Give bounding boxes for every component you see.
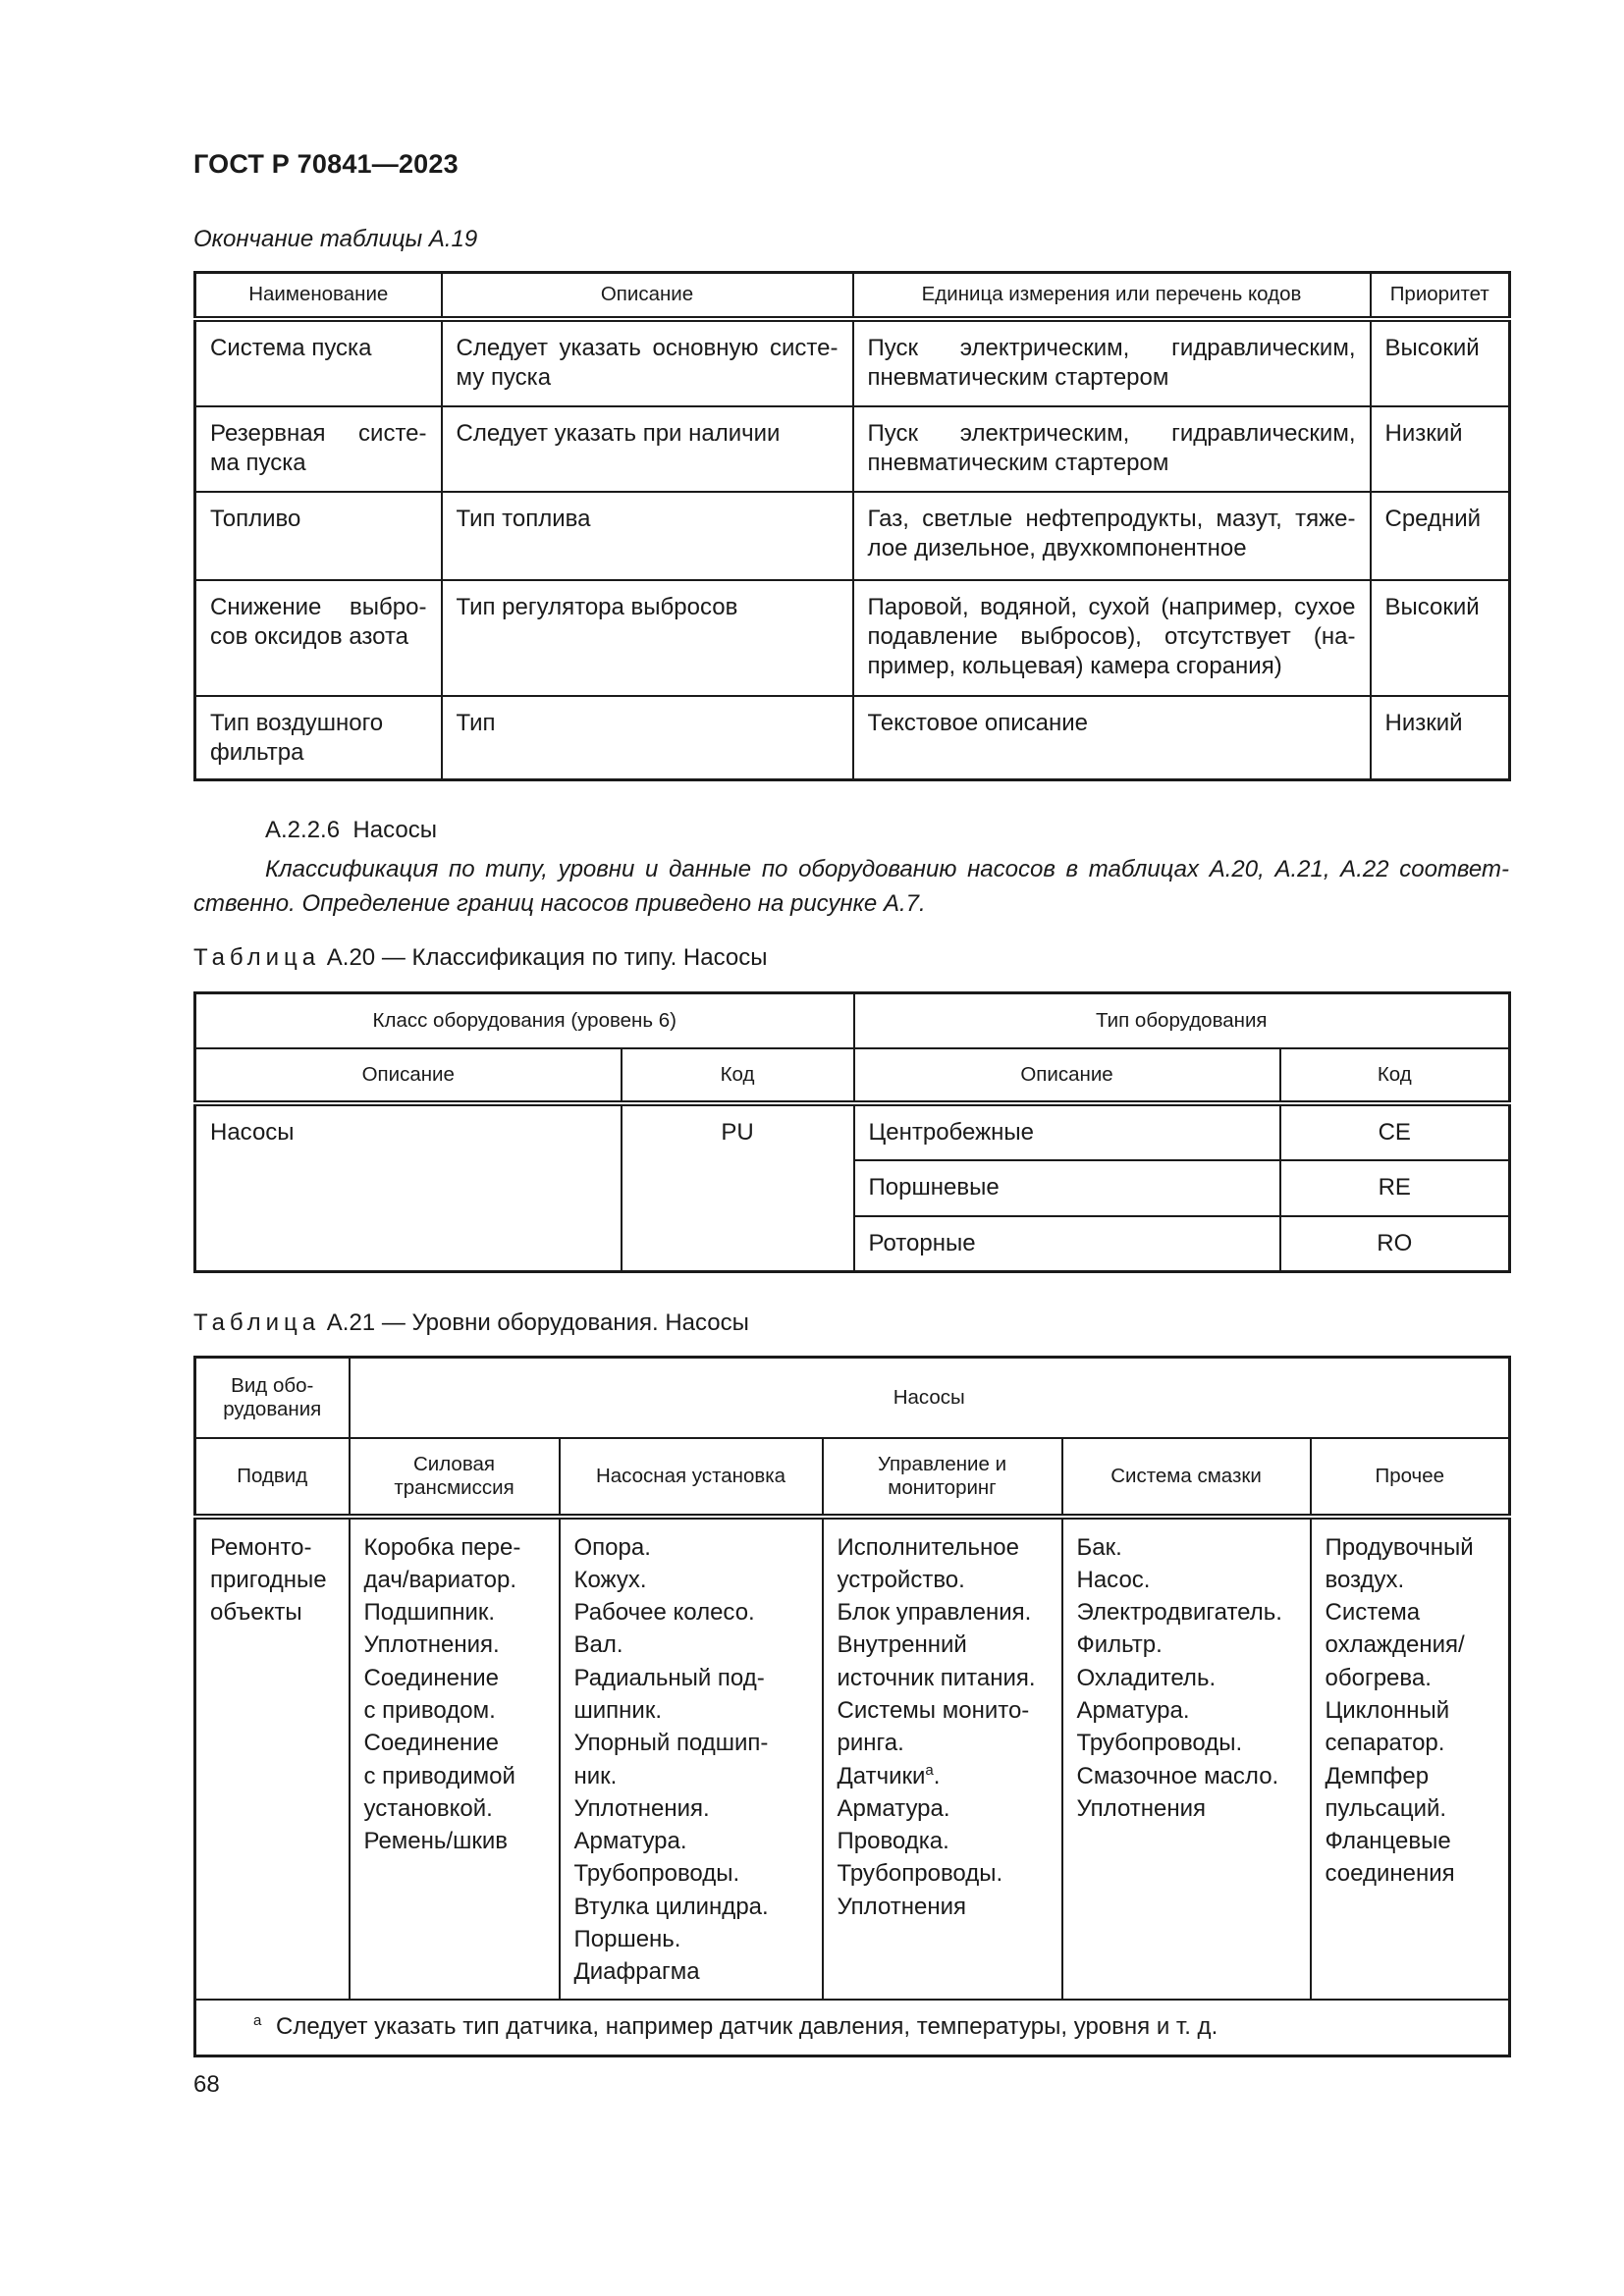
column-header: Наименование bbox=[195, 273, 442, 319]
list-item: Блок управления. bbox=[837, 1599, 1032, 1627]
cell-type-code: RO bbox=[1280, 1216, 1510, 1272]
table-caption-text: А.21 — Уровни оборудования. Насосы bbox=[326, 1309, 749, 1336]
cell-priority: Высокий bbox=[1371, 319, 1510, 406]
table-footnote-row bbox=[195, 2000, 1510, 2056]
cell-priority: Высокий bbox=[1371, 580, 1510, 696]
cell-class-description: Насосы bbox=[195, 1103, 622, 1272]
table-header-row bbox=[195, 273, 1510, 319]
cell-priority: Низкий bbox=[1371, 696, 1510, 780]
list-item: обогрева. bbox=[1325, 1664, 1432, 1691]
list-item: Продувочный bbox=[1325, 1533, 1474, 1561]
cell-unit: Пуск электрическим, гидравлическим, пневматическим стартером bbox=[853, 319, 1371, 406]
list-item: охлаждения/ bbox=[1325, 1631, 1465, 1659]
list-item: Вал. bbox=[573, 1631, 623, 1659]
list-item: Проводка. bbox=[837, 1828, 949, 1855]
cell-name: Топливо bbox=[195, 492, 442, 580]
table-caption-prefix: Таблица bbox=[193, 1309, 321, 1336]
cell-unit: Газ, светлые нефтепродукты, мазут, тяже-лое дизельное, двухкомпонентное bbox=[853, 492, 1371, 580]
column-header: Описание bbox=[195, 1048, 622, 1103]
list-item: Фильтр. bbox=[1076, 1631, 1163, 1659]
group-header-class: Класс оборудования (уровень 6) bbox=[195, 993, 854, 1048]
list-item: Системы монито- bbox=[837, 1696, 1030, 1724]
list-item: устройство. bbox=[837, 1566, 965, 1593]
section-paragraph: Классификация по типу, уровни и данные по оборудованию насосов в таблицах А.20, А.21, А.22 соответ-ственно. Определение границ насосов приведено на рисунке А.7. bbox=[193, 856, 1509, 917]
list-item: Рабочее колесо. bbox=[573, 1599, 755, 1627]
cell-name: Резервная систе-ма пуска bbox=[195, 406, 442, 492]
list-item: установкой. bbox=[363, 1794, 493, 1822]
cell-type-code: RE bbox=[1280, 1160, 1510, 1216]
table-group-header-row bbox=[195, 1358, 1510, 1438]
list-item: Коробка пере- bbox=[363, 1533, 521, 1561]
cell-power-transmission bbox=[350, 1517, 560, 2000]
list-item: шипник. bbox=[573, 1696, 662, 1724]
cell-name: Тип воздушного фильтра bbox=[195, 696, 442, 780]
cell-row-label: Ремонто-пригодные объекты bbox=[195, 1517, 350, 2000]
list-item: Радиальный под- bbox=[573, 1664, 765, 1691]
list-item: воздух. bbox=[1325, 1566, 1405, 1593]
list-item: Насос. bbox=[1076, 1566, 1151, 1593]
table-row bbox=[195, 696, 1510, 780]
column-header: Силовая трансмиссия bbox=[350, 1438, 560, 1517]
page-number: 68 bbox=[193, 2071, 220, 2098]
list-item: Поршень. bbox=[573, 1926, 681, 1953]
document-title: ГОСТ Р 70841—2023 bbox=[193, 149, 459, 179]
column-header: Код bbox=[622, 1048, 854, 1103]
table-footnote bbox=[195, 2000, 1510, 2056]
cell-description: Следует указать основную систе-му пуска bbox=[442, 319, 853, 406]
list-item: Система bbox=[1325, 1599, 1421, 1627]
list-item: Фланцевые bbox=[1325, 1828, 1451, 1855]
list-item: Арматура. bbox=[837, 1794, 950, 1822]
table-a19 bbox=[193, 271, 1511, 781]
list-item: Исполнительное bbox=[837, 1533, 1019, 1561]
cell-description: Тип bbox=[442, 696, 853, 780]
column-header: Система смазки bbox=[1062, 1438, 1311, 1517]
list-item: Уплотнения bbox=[837, 1893, 967, 1920]
table-group-header-row bbox=[195, 993, 1510, 1048]
footnote-text: Следует указать тип датчика, например датчик давления, температуры, уровня и т. д. bbox=[276, 2012, 1218, 2040]
list-item: Ремень/шкив bbox=[363, 1828, 508, 1855]
column-header: Единица измерения или перечень кодов bbox=[853, 273, 1371, 319]
list-item: Соединение bbox=[363, 1664, 500, 1691]
list-item: Уплотнения bbox=[1076, 1794, 1207, 1822]
list-item: соединения bbox=[1325, 1860, 1455, 1888]
list-item: ринга. bbox=[837, 1730, 904, 1757]
list-item: Трубопроводы. bbox=[1076, 1730, 1243, 1757]
column-header: Описание bbox=[854, 1048, 1280, 1103]
list-item: Опора. bbox=[573, 1533, 651, 1561]
table-a21 bbox=[193, 1356, 1511, 2057]
list-item: Смазочное масло. bbox=[1076, 1762, 1279, 1789]
cell-description: Тип топлива bbox=[442, 492, 853, 580]
list-item: дач/вариатор. bbox=[363, 1566, 516, 1593]
list-item-text: Датчики bbox=[837, 1762, 926, 1789]
table-row bbox=[195, 1517, 1510, 2000]
table-row bbox=[195, 492, 1510, 580]
list-item: Арматура. bbox=[1076, 1696, 1190, 1724]
cell-priority: Средний bbox=[1371, 492, 1510, 580]
table-row bbox=[195, 1103, 1510, 1160]
list-item: Циклонный bbox=[1325, 1696, 1450, 1724]
list-item: Электродвигатель. bbox=[1076, 1599, 1282, 1627]
list-item: Упорный подшип- bbox=[573, 1730, 769, 1757]
cell-type-description: Роторные bbox=[854, 1216, 1280, 1272]
list-item: Внутренний bbox=[837, 1631, 967, 1659]
list-item: Демпфер bbox=[1325, 1762, 1430, 1789]
cell-class-code: PU bbox=[622, 1103, 854, 1272]
table-continuation-caption: Окончание таблицы А.19 bbox=[193, 226, 478, 252]
cell-pump-unit bbox=[560, 1517, 823, 2000]
cell-lubrication bbox=[1062, 1517, 1311, 2000]
list-item: Уплотнения. bbox=[573, 1794, 710, 1822]
list-item-with-footnote: Датчики$^а$. bbox=[837, 1761, 941, 1789]
list-item: источник питания. bbox=[837, 1664, 1036, 1691]
table-caption-text: А.20 — Классификация по типу. Насосы bbox=[326, 944, 768, 971]
table-caption-prefix: Таблица bbox=[193, 944, 321, 971]
list-item: Втулка цилиндра. bbox=[573, 1893, 769, 1920]
list-item: ник. bbox=[573, 1762, 618, 1789]
subtype-label: Подвид bbox=[195, 1438, 350, 1517]
cell-type-code: CE bbox=[1280, 1103, 1510, 1160]
cell-name: Система пуска bbox=[195, 319, 442, 406]
cell-type-description: Центробежные bbox=[854, 1103, 1280, 1160]
table-a21-caption bbox=[193, 1309, 749, 1337]
footnote-marker: а bbox=[253, 2011, 262, 2029]
table-row bbox=[195, 319, 1510, 406]
column-header: Код bbox=[1280, 1048, 1510, 1103]
list-item: пульсаций. bbox=[1325, 1794, 1447, 1822]
list-item: Диафрагма bbox=[573, 1958, 700, 1986]
equipment-kind-value: Насосы bbox=[350, 1358, 1510, 1438]
cell-control-monitoring bbox=[823, 1517, 1062, 2000]
table-row bbox=[195, 580, 1510, 696]
table-header-row bbox=[195, 1438, 1510, 1517]
list-item: с приводимой bbox=[363, 1762, 515, 1789]
list-item: Арматура. bbox=[573, 1828, 687, 1855]
column-header: Описание bbox=[442, 273, 853, 319]
list-item: Уплотнения. bbox=[363, 1631, 500, 1659]
list-item: с приводом. bbox=[363, 1696, 496, 1724]
list-item: Трубопроводы. bbox=[573, 1860, 740, 1888]
column-header: Приоритет bbox=[1371, 273, 1510, 319]
cell-other bbox=[1311, 1517, 1510, 2000]
cell-unit: Пуск электрическим, гидравлическим, пневматическим стартером bbox=[853, 406, 1371, 492]
cell-name: Снижение выбро-сов оксидов азота bbox=[195, 580, 442, 696]
list-item: Кожух. bbox=[573, 1566, 647, 1593]
equipment-kind-label: Вид обо-рудования bbox=[195, 1358, 350, 1438]
group-header-type: Тип оборудования bbox=[854, 993, 1510, 1048]
list-item: Подшипник. bbox=[363, 1599, 496, 1627]
cell-unit: Текстовое описание bbox=[853, 696, 1371, 780]
footnote-marker: а bbox=[925, 1761, 934, 1779]
cell-description: Тип регулятора выбросов bbox=[442, 580, 853, 696]
cell-type-description: Поршневые bbox=[854, 1160, 1280, 1216]
list-item: Соединение bbox=[363, 1730, 500, 1757]
cell-priority: Низкий bbox=[1371, 406, 1510, 492]
column-header: Насосная установка bbox=[560, 1438, 823, 1517]
cell-description: Следует указать при наличии bbox=[442, 406, 853, 492]
cell-unit: Паровой, водяной, сухой (например, сухое подавление выбросов), отсутствует (на-пример, кольцевая) камера сгорания) bbox=[853, 580, 1371, 696]
list-item: сепаратор. bbox=[1325, 1730, 1445, 1757]
list-item: Охладитель. bbox=[1076, 1664, 1217, 1691]
column-header: Управление и мониторинг bbox=[823, 1438, 1062, 1517]
table-header-row bbox=[195, 1048, 1510, 1103]
column-header: Прочее bbox=[1311, 1438, 1510, 1517]
list-item: Бак. bbox=[1076, 1533, 1122, 1561]
table-a20-caption bbox=[193, 944, 767, 972]
list-item: Трубопроводы. bbox=[837, 1860, 1003, 1888]
section-heading: А.2.2.6 Насосы bbox=[265, 817, 437, 843]
table-row bbox=[195, 406, 1510, 492]
table-a20 bbox=[193, 991, 1511, 1273]
